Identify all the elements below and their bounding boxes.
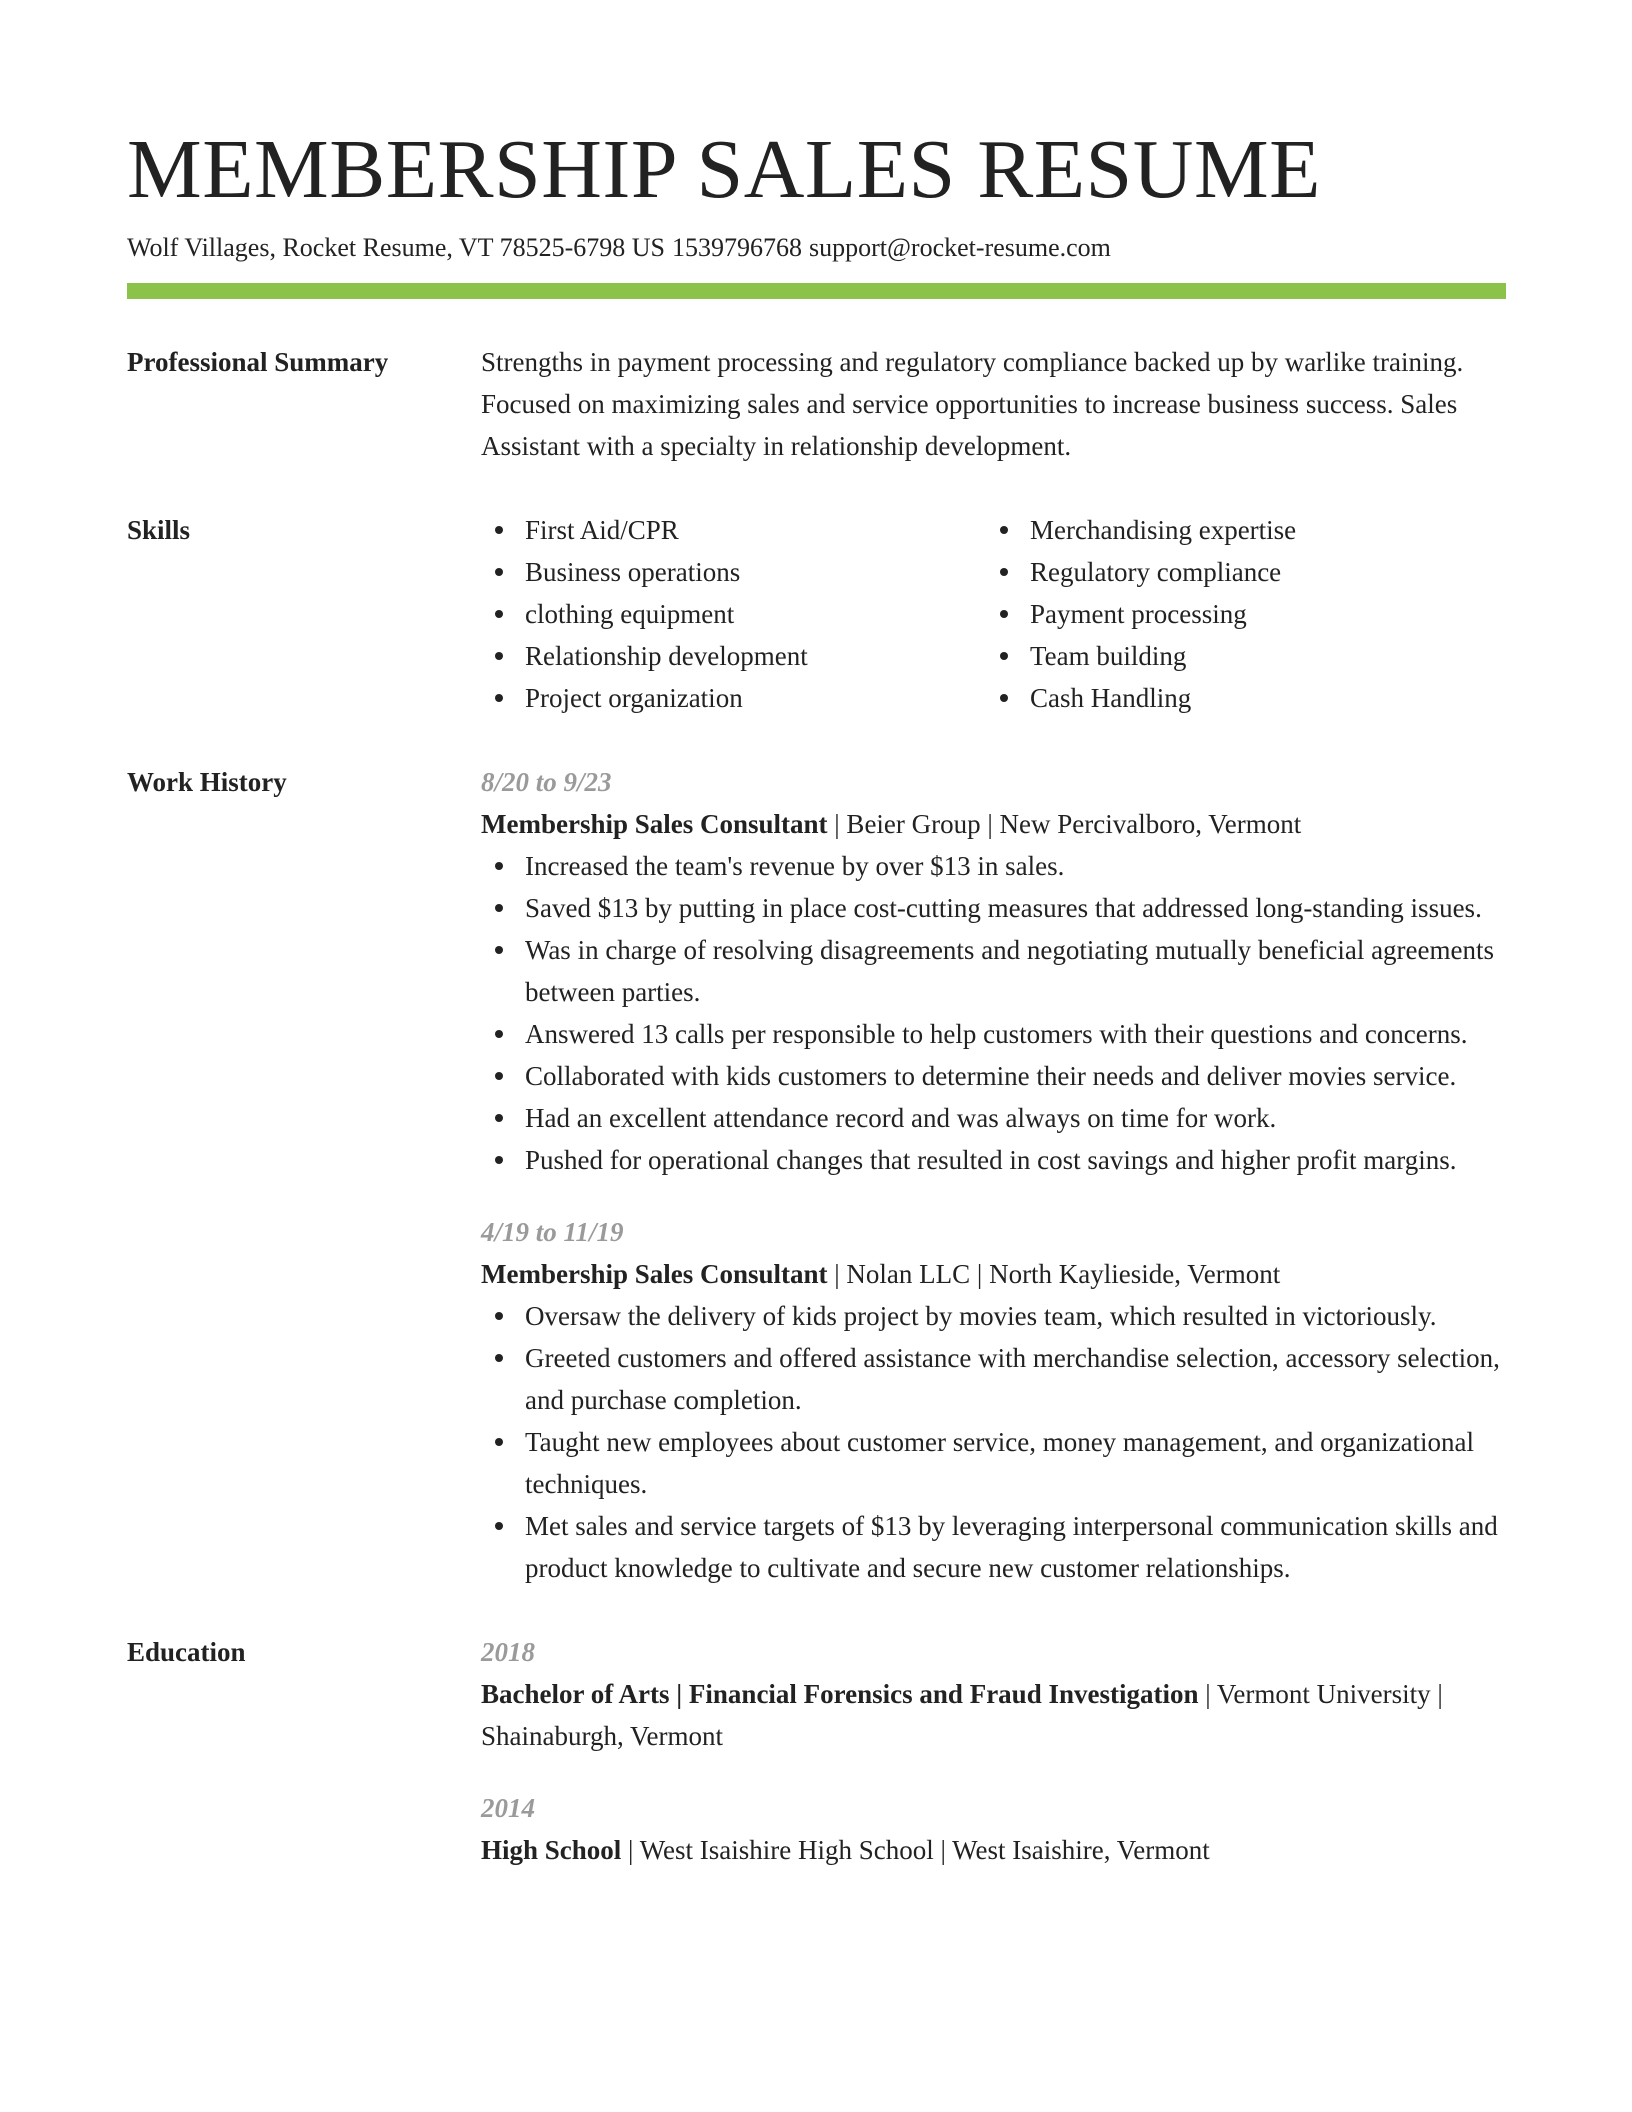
education-degree: High School — [481, 1835, 622, 1865]
job-title: Membership Sales Consultant — [481, 809, 828, 839]
job-bullet: Met sales and service targets of $13 by leveraging interpersonal communication skills and product knowledge to cultivate and secure new customer relationships. — [481, 1505, 1506, 1589]
job-entry — [481, 1211, 1506, 1589]
job-bullet: Oversaw the delivery of kids project by movies team, which resulted in victoriously. — [481, 1295, 1506, 1337]
job-dates: 4/19 to 11/19 — [481, 1217, 624, 1247]
resume-page — [127, 118, 1506, 1871]
skills-list-right — [986, 509, 1491, 719]
education-details: | Vermont University | Shainaburgh, Vermont — [481, 1679, 1443, 1751]
job-entry — [481, 761, 1506, 1181]
education-entry — [481, 1631, 1506, 1757]
job-bullet: Answered 13 calls per responsible to help customers with their questions and concerns. — [481, 1013, 1506, 1055]
job-bullet: Collaborated with kids customers to determine their needs and deliver movies service. — [481, 1055, 1506, 1097]
job-bullet: Was in charge of resolving disagreements and negotiating mutually beneficial agreements between parties. — [481, 929, 1506, 1013]
summary-section — [127, 347, 1506, 467]
skill-item: Merchandising expertise — [986, 509, 1491, 551]
contact-address: Wolf Villages, Rocket Resume, VT 78525-6798 US — [127, 233, 665, 262]
education-year: 2018 — [481, 1637, 535, 1667]
skill-item: clothing equipment — [481, 593, 986, 635]
job-bullet: Saved $13 by putting in place cost-cutting measures that addressed long-standing issues. — [481, 887, 1506, 929]
education-line — [481, 1829, 1506, 1871]
skills-list-left — [481, 509, 986, 719]
job-bullet: Taught new employees about customer service, money management, and organizational techniques. — [481, 1421, 1506, 1505]
education-content — [481, 1631, 1506, 1871]
education-degree: Bachelor of Arts | Financial Forensics and Fraud Investigation — [481, 1679, 1199, 1709]
skill-item: Team building — [986, 635, 1491, 677]
contact-phone: 1539796768 — [671, 233, 802, 262]
skill-item: Project organization — [481, 677, 986, 719]
job-bullet: Had an excellent attendance record and was always on time for work. — [481, 1097, 1506, 1139]
summary-heading: Professional Summary — [127, 347, 389, 377]
job-bullet-list — [481, 845, 1506, 1181]
job-bullet: Pushed for operational changes that resulted in cost savings and higher profit margins. — [481, 1139, 1506, 1181]
job-bullet-list — [481, 1295, 1506, 1589]
skill-item: Payment processing — [986, 593, 1491, 635]
skill-item: Relationship development — [481, 635, 986, 677]
education-section — [127, 1637, 1506, 1871]
job-bullet: Greeted customers and offered assistance with merchandise selection, accessory selection, and purchase completion. — [481, 1337, 1506, 1421]
education-year: 2014 — [481, 1793, 535, 1823]
job-heading — [481, 1253, 1506, 1295]
education-line — [481, 1673, 1506, 1757]
work-history-heading: Work History — [127, 767, 287, 797]
contact-email: support@rocket-resume.com — [808, 233, 1111, 262]
education-details: | West Isaishire High School | West Isaishire, Vermont — [621, 1835, 1210, 1865]
skill-item: Cash Handling — [986, 677, 1491, 719]
job-details: | Beier Group | New Percivalboro, Vermont — [827, 809, 1302, 839]
resume-title: MEMBERSHIP SALES RESUME — [127, 123, 1321, 216]
skills-heading: Skills — [127, 515, 191, 545]
education-entry — [481, 1787, 1506, 1871]
skill-item: Regulatory compliance — [986, 551, 1491, 593]
skills-content — [481, 509, 1506, 719]
contact-line — [127, 232, 1506, 264]
job-title: Membership Sales Consultant — [481, 1259, 828, 1289]
education-heading: Education — [127, 1637, 246, 1667]
job-bullet: Increased the team's revenue by over $13 in sales. — [481, 845, 1506, 887]
skill-item: Business operations — [481, 551, 986, 593]
skill-item: First Aid/CPR — [481, 509, 986, 551]
header-divider — [127, 283, 1506, 299]
job-dates: 8/20 to 9/23 — [481, 767, 612, 797]
job-heading — [481, 803, 1506, 845]
work-history-section — [127, 767, 1506, 1589]
summary-text: Strengths in payment processing and regulatory compliance backed up by warlike training. Focused on maximizing sales and service opportunities to increase business success. Sales Assistant with a specialty in relationship development. — [481, 347, 1464, 461]
work-history-content — [481, 761, 1506, 1589]
job-details: | Nolan LLC | North Kaylieside, Vermont — [827, 1259, 1281, 1289]
summary-content — [481, 341, 1506, 467]
skills-section — [127, 515, 1506, 719]
